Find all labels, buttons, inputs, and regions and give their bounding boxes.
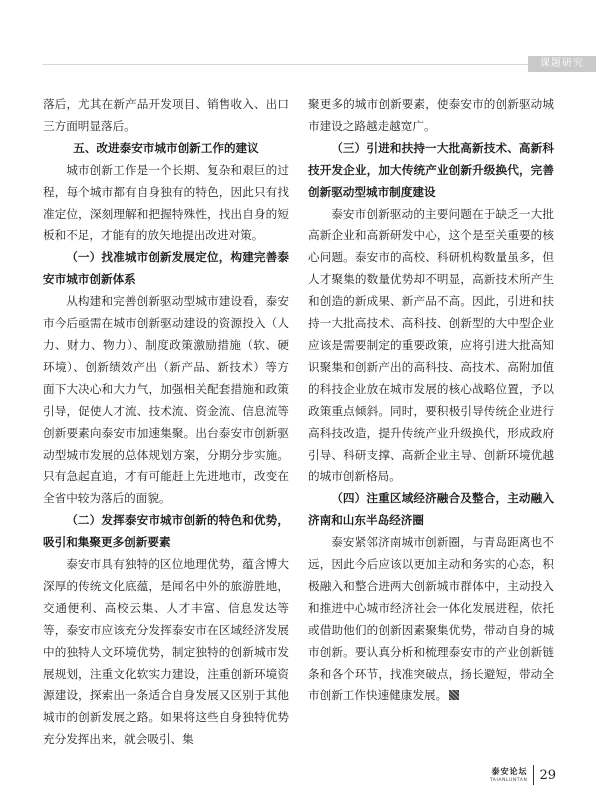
page-number: 29 [539,767,556,783]
paragraph-text: 从构建和完善创新驱动型城市建设看，泰安市今后亟需在城市创新驱动建设的资源投入（人力、财力、物力）、制度政策激励措施（软、硬环境）、创新绩效产出（新产品、新技术）等方面下大决心和大力气，加强相关配套措施和政策引导，促使人才流、技术流、资金流、信息流等创新要素向泰安市加速集聚。出台泰安市创新驱动型城市发展的总体规划方案，分期分步实施。只有急起直追，才有可能赶上先进地市，改变在全省中较为落后的面貌。 [43,294,289,506]
paragraph-text: （二）发挥泰安市城市创新的特色和优势，吸引和集聚更多创新要素 [43,513,289,550]
header-rule [42,64,528,65]
journal-brand [490,767,528,784]
body-paragraph [308,94,554,138]
paragraph-text: 聚更多的城市创新要素，使泰安市的创新驱动城市建设之路越走越宽广。 [308,97,554,133]
section-tag: 课题研究 [528,56,596,72]
section-heading [308,138,554,204]
footer-divider [533,765,534,785]
paragraph-text: 泰安市创新驱动的主要问题在于缺乏一大批高新企业和高新研发中心，这个是至关重要的核心问题。泰安市的高校、科研机构数量虽多，但人才聚集的数量优势却不明显，高新技术所产生和创造的新成果、新产品不高。因此，引进和扶持一大批高技术、高科技、创新型的大中型企业应该是需要制定的重要政策，应将引进大批高知识聚集和创新产出的高科技、高技术、高附加值的科技企业放在城市发展的核心战略位置，予以政策重点倾斜。同时，要积极引导传统企业进行高科技改造，提升传统产业升级换代，形成政府引导、科研支撑、高新企业主导、创新环境优越的城市创新格局。 [308,206,554,484]
section-heading [308,488,554,532]
body-paragraph [308,532,554,707]
paragraph-text: （四）注重区域经济融合及整合，主动融入济南和山东半岛经济圈 [308,491,554,528]
section-heading [43,510,289,554]
left-column [43,94,289,751]
paragraph-text: 泰安市具有独特的区位地理优势，蕴含博大深厚的传统文化底蕴，是闻名中外的旅游胜地，交通便利、高校云集、人才丰富、信息发达等等，泰安市应该充分发挥泰安市在区域经济发展中的独特人文环境优势，制定独特的创新城市发展规划，注重文化软实力建设，注重创新环境资源建设，探索出一条适合自身发展又区别于其他城市的创新发展之路。如果将这些自身独特优势充分发挥出来，就会吸引、集 [43,557,289,747]
body-paragraph [43,160,289,248]
paragraph-text: 泰安紧邻济南城市创新圈，与青岛距离也不远，因此今后应该以更加主动和务实的心态，积极融入和整合进两大创新城市群体中，主动投入和推进中心城市经济社会一体化发展进程，依托或借助他们的创新因素聚集优势，带动自身的城市创新。要认真分析和梳理泰安市的产业创新链条和各个环节，找准突破点，扬长避短，带动全市创新工作快速健康发展。 [308,535,554,703]
paragraph-text: （一）找准城市创新发展定位，构建完善泰安市城市创新体系 [43,250,289,287]
journal-name: 泰安论坛 [491,766,528,776]
body-paragraph [43,94,289,138]
paragraph-text: 落后，尤其在新产品开发项目、销售收入、出口三方面明显落后。 [43,97,289,133]
body-paragraph [308,204,554,489]
paragraph-text: 城市创新工作是一个长期、复杂和艰巨的过程，每个城市都有自身独有的特色，因此只有找准定位，深刻理解和把握特殊性，找出自身的短板和不足，才能有的放矢地提出改进对策。 [43,162,289,243]
body-paragraph [43,554,289,751]
journal-name-latin: TAIANLUNTAN [489,777,528,783]
article-end-icon [449,690,459,700]
page-footer [490,763,556,787]
section-heading [43,138,289,160]
paragraph-text: （三）引进和扶持一大批高新技术、高新科技开发企业，加大传统产业创新升级换代，完善创新驱动型城市制度建设 [308,140,554,199]
right-column [308,94,554,707]
paragraph-text: 五、改进泰安市城市创新工作的建议 [73,140,259,155]
section-heading [43,247,289,291]
body-paragraph [43,291,289,510]
